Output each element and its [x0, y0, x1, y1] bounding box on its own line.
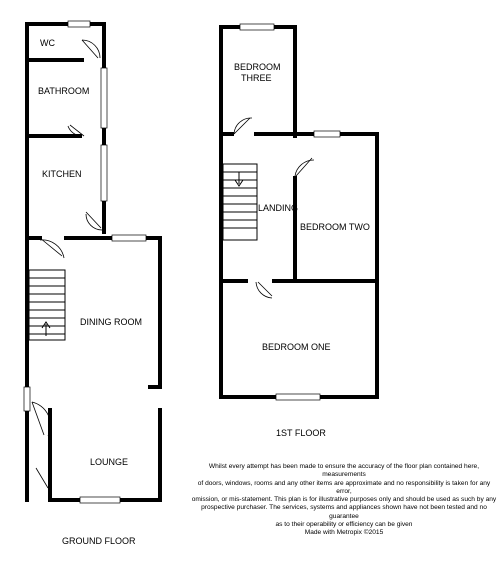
ground-floor-plan	[24, 21, 160, 503]
room-label-landing: LANDING	[258, 203, 299, 213]
disclaimer-line: Made with Metropix ©2015	[304, 529, 384, 537]
room-label-bedroom-two: BEDROOM TWO	[300, 222, 370, 232]
first-floor-plan	[221, 24, 377, 400]
room-label-bedroom-three-line2: THREE	[241, 73, 272, 83]
ground-floor-doors	[32, 40, 102, 488]
first-floor-staircase	[223, 164, 257, 240]
room-label-bedroom-one: BEDROOM ONE	[262, 342, 331, 352]
room-label-lounge: LOUNGE	[90, 457, 129, 467]
disclaimer-text	[190, 463, 498, 538]
room-label-dining-room: DINING ROOM	[80, 317, 142, 327]
disclaimer-line: as to their operability or efficiency can be given	[275, 521, 413, 529]
disclaimer-line: prospective purchaser. The services, systems and appliances shown have not been tested and no guarantee	[201, 504, 487, 520]
floor-label-ground: GROUND FLOOR	[62, 536, 136, 546]
room-label-wc: WC	[40, 38, 55, 48]
floor-label-first: 1ST FLOOR	[276, 428, 326, 438]
room-label-bathroom: BATHROOM	[38, 86, 90, 96]
disclaimer-line: of doors, windows, rooms and any other items are approximate and no responsibility is taken for any error,	[197, 479, 491, 495]
room-label-kitchen: KITCHEN	[42, 169, 82, 179]
disclaimer-line: Whilst every attempt has been made to ensure the accuracy of the floor plan contained here, measurements	[208, 463, 480, 479]
ground-floor-staircase	[29, 270, 65, 340]
disclaimer-line: omission, or mis-statement. This plan is for illustrative purposes only and should be used as such by any	[191, 496, 497, 504]
room-label-bedroom-three-line1: BEDROOM	[234, 62, 281, 72]
